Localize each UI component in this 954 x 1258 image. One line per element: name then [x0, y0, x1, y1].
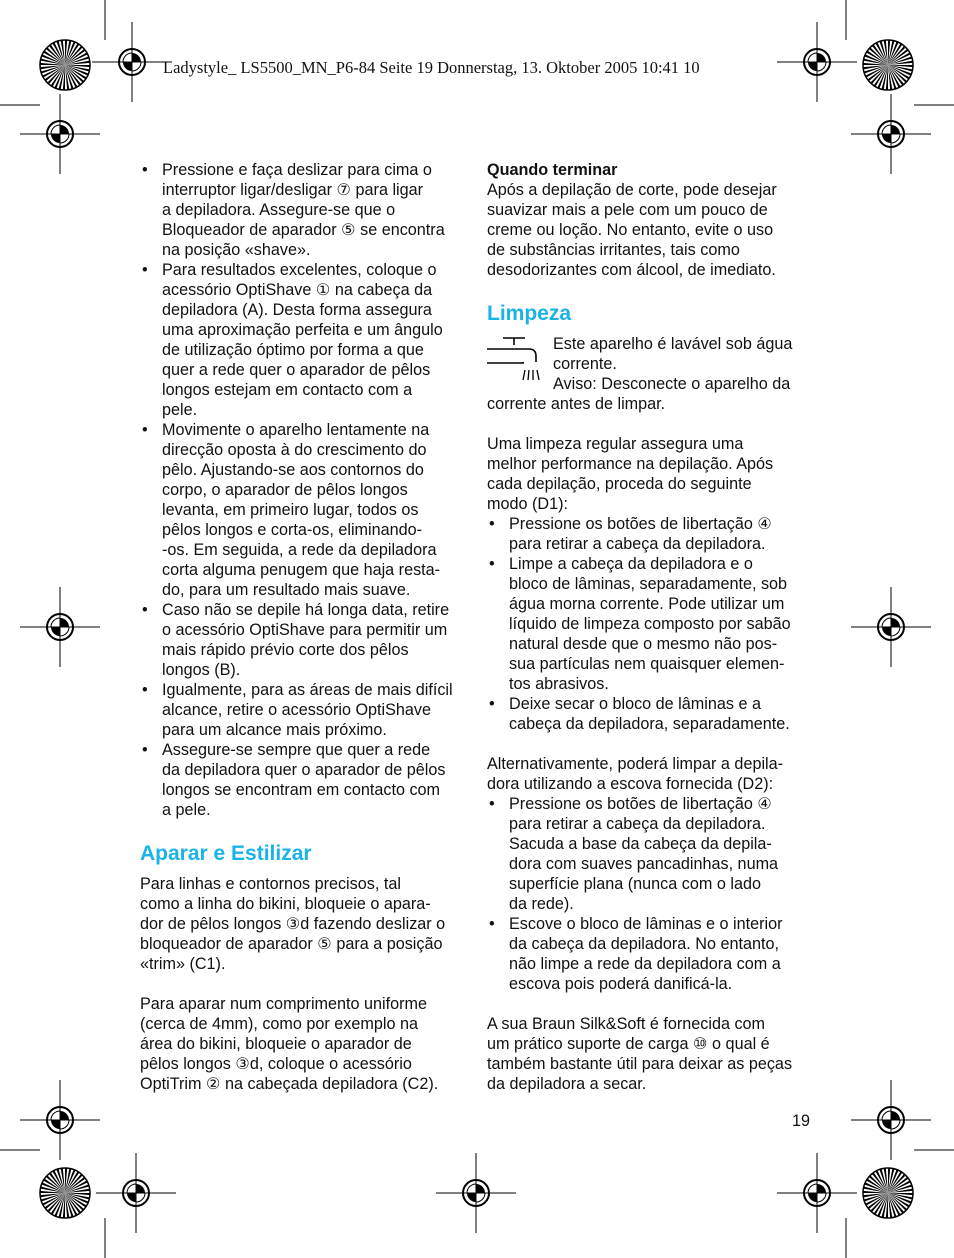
running-header: Ladystyle_ LS5500_MN_P6-84 Seite 19 Donnerstag, 13. Oktober 2005 10:41 10	[163, 58, 700, 77]
text-line: também bastante útil para deixar as peças	[487, 1055, 793, 1073]
text-line: «trim» (C1).	[140, 955, 226, 973]
text-line: de substâncias irritantes, tais como	[487, 241, 740, 259]
text-line: sua partículas nem quaisquer elemen-	[509, 655, 785, 673]
washable-notice	[487, 334, 815, 394]
text-line: natural desde que o mesmo não pos-	[509, 635, 778, 653]
text-line: para um alcance mais próximo.	[162, 721, 387, 739]
text-line: desodorizantes com álcool, de imediato.	[487, 261, 776, 279]
text-line: do, para um resultado mais suave.	[162, 581, 411, 599]
text-line: longos estejam em contacto com a	[162, 381, 413, 399]
text-line: • Escove o bloco de lâminas e o interior	[509, 915, 783, 933]
subheading-quando-terminar: Quando terminar	[487, 161, 618, 179]
text-line: direcção oposta à do crescimento do	[162, 441, 427, 459]
cleaning-bullet-list	[487, 514, 815, 734]
list-item	[140, 740, 466, 820]
text-line: levanta, em primeiro lugar, todos os	[162, 501, 419, 519]
paragraph-trim-uniform	[140, 994, 466, 1094]
registration-mark-icon	[777, 1153, 857, 1233]
text-line: cabeça da depiladora, separadamente.	[509, 715, 790, 733]
registration-mark-icon	[20, 1080, 100, 1160]
right-column	[487, 160, 815, 1094]
text-line: não limpe a rede da depiladora com a	[509, 955, 781, 973]
text-line: dor de pêlos longos ③d fazendo deslizar o	[140, 915, 446, 933]
text-line: água morna corrente. Pode utilizar um	[509, 595, 785, 613]
text-line: • Movimente o aparelho lentamente na	[162, 421, 430, 439]
text-line: Aviso: Desconecte o aparelho da	[553, 375, 791, 393]
text-line: para retirar a cabeça da depiladora.	[509, 815, 766, 833]
text-line: o acessório OptiShave para permitir um	[162, 621, 448, 639]
page-number: 19	[792, 1112, 811, 1130]
text-line: a pele.	[162, 801, 211, 819]
text-line: mais rápido prévio corte dos pêlos	[162, 641, 409, 659]
registration-mark-icon	[851, 587, 931, 667]
text-line: • Assegure-se sempre que quer a rede	[162, 741, 431, 759]
text-line: corrente antes de limpar.	[487, 395, 666, 413]
text-line: pele.	[162, 401, 198, 419]
text-line: Para aparar num comprimento uniforme	[140, 995, 428, 1013]
text-line: tos abrasivos.	[509, 675, 609, 693]
text-line: escova pois poderá danificá-la.	[509, 975, 733, 993]
text-line: da cabeça da depiladora. No entanto,	[509, 935, 779, 953]
text-line: melhor performance na depilação. Após	[487, 455, 774, 473]
text-line: • Caso não se depile há longa data, retire	[162, 601, 450, 619]
paragraph-brush-cleaning	[487, 754, 815, 794]
text-line: dora utilizando a escova fornecida (D2):	[487, 775, 774, 793]
text-line: uma aproximação perfeita e um ângulo	[162, 321, 443, 339]
left-column	[140, 160, 466, 1094]
registration-mark-icon	[92, 22, 172, 102]
text-line: interruptor ligar/desligar ⑦ para ligar	[162, 181, 424, 199]
text-line: OptiTrim ② na cabeçada depiladora (C2).	[140, 1075, 439, 1093]
text-line: acessório OptiShave ① na cabeça da	[162, 281, 433, 299]
text-line: pêlo. Ajustando-se aos contornos do	[162, 461, 424, 479]
registration-mark-icon	[851, 1080, 931, 1160]
text-line: na posição «shave».	[162, 241, 311, 259]
text-line: corpo, o aparador de pêlos longos	[162, 481, 408, 499]
text-line: longos se encontram em contacto com	[162, 781, 441, 799]
text-line: bloco de lâminas, separadamente, sob	[509, 575, 788, 593]
text-line: da depiladora a secar.	[487, 1075, 647, 1093]
list-item	[487, 554, 815, 694]
text-line: de utilização óptimo por forma a que	[162, 341, 424, 359]
text-line: da rede).	[509, 895, 574, 913]
list-item	[487, 694, 815, 734]
text-line: corrente.	[553, 355, 617, 373]
text-line: Uma limpeza regular assegura uma	[487, 435, 744, 453]
text-line: modo (D1):	[487, 495, 568, 513]
starburst-mark-icon	[40, 40, 90, 90]
text-line: dora com suaves pancadinhas, numa	[509, 855, 779, 873]
text-line: creme ou loção. No entanto, evite o uso	[487, 221, 774, 239]
list-item	[140, 260, 466, 420]
text-line: longos (B).	[162, 661, 241, 679]
text-line: alcance, retire o acessório OptiShave	[162, 701, 432, 719]
text-line: • Igualmente, para as áreas de mais difícil	[162, 681, 453, 699]
text-line: superfície plana (nunca com o lado	[509, 875, 761, 893]
list-item	[140, 420, 466, 600]
text-line: Este aparelho é lavável sob água	[553, 335, 793, 353]
list-item	[140, 680, 466, 740]
registration-mark-icon	[436, 1153, 516, 1233]
text-line: como a linha do bikini, bloqueie o apara-	[140, 895, 431, 913]
text-line: Para linhas e contornos precisos, tal	[140, 875, 401, 893]
registration-mark-icon	[851, 94, 931, 174]
text-line: bloqueador de aparador ⑤ para a posição	[140, 935, 443, 953]
section-heading-limpeza: Limpeza	[487, 302, 572, 325]
text-line: Alternativamente, poderá limpar a depila-	[487, 755, 784, 773]
text-line: (cerca de 4mm), como por exemplo na	[140, 1015, 418, 1033]
brush-bullet-list	[487, 794, 815, 994]
list-item	[487, 794, 815, 914]
paragraph-regular-cleaning	[487, 434, 815, 514]
text-line: pêlos longos e corta-os, eliminando-	[162, 521, 423, 539]
text-line: corta alguma penugem que haja resta-	[162, 561, 441, 579]
text-line: para retirar a cabeça da depiladora.	[509, 535, 766, 553]
list-item	[487, 914, 815, 994]
text-line: Após a depilação de corte, pode desejar	[487, 181, 777, 199]
list-item	[140, 160, 466, 260]
text-line: • Pressione e faça deslizar para cima o	[162, 161, 432, 179]
text-line: quer a rede quer o aparador de pêlos	[162, 361, 431, 379]
paragraph-charging-stand	[487, 1014, 815, 1094]
registration-mark-icon	[96, 1153, 176, 1233]
text-line: Bloqueador de aparador ⑤ se encontra	[162, 221, 445, 239]
text-line: da depiladora quer o aparador de pêlos	[162, 761, 446, 779]
text-line: • Deixe secar o bloco de lâminas e a	[509, 695, 761, 713]
text-line: depiladora (A). Desta forma assegura	[162, 301, 432, 319]
registration-mark-icon	[20, 94, 100, 174]
list-item	[487, 514, 815, 554]
text-line: • Para resultados excelentes, coloque o	[162, 261, 437, 279]
text-line: A sua Braun Silk&Soft é fornecida com	[487, 1015, 766, 1033]
paragraph-trim-lines	[140, 874, 466, 974]
text-line: • Pressione os botões de libertação ④	[509, 515, 772, 533]
text-line: • Pressione os botões de libertação ④	[509, 795, 772, 813]
list-item	[140, 600, 466, 680]
paragraph-after-use	[487, 180, 815, 280]
running-water-tap-icon	[487, 336, 543, 388]
text-line: a depiladora. Assegure-se que o	[162, 201, 396, 219]
registration-mark-icon	[777, 22, 857, 102]
text-line: cada depilação, proceda do seguinte	[487, 475, 752, 493]
text-line: um prático suporte de carga ⑩ o qual é	[487, 1035, 770, 1053]
text-line: Sacuda a base da cabeça da depila-	[509, 835, 772, 853]
text-line: área do bikini, bloqueie o aparador de	[140, 1035, 412, 1053]
starburst-mark-icon	[40, 1168, 90, 1218]
text-line: -os. Em seguida, a rede da depiladora	[162, 541, 437, 559]
starburst-mark-icon	[863, 1168, 913, 1218]
section-heading-aparar: Aparar e Estilizar	[140, 842, 312, 865]
text-line: líquido de limpeza composto por sabão	[509, 615, 791, 633]
text-line: pêlos longos ③d, coloque o acessório	[140, 1055, 412, 1073]
starburst-mark-icon	[863, 40, 913, 90]
registration-mark-icon	[20, 587, 100, 667]
usage-bullet-list	[140, 160, 466, 820]
text-line: • Limpe a cabeça da depiladora e o	[509, 555, 753, 573]
text-line: suavizar mais a pele com um pouco de	[487, 201, 768, 219]
